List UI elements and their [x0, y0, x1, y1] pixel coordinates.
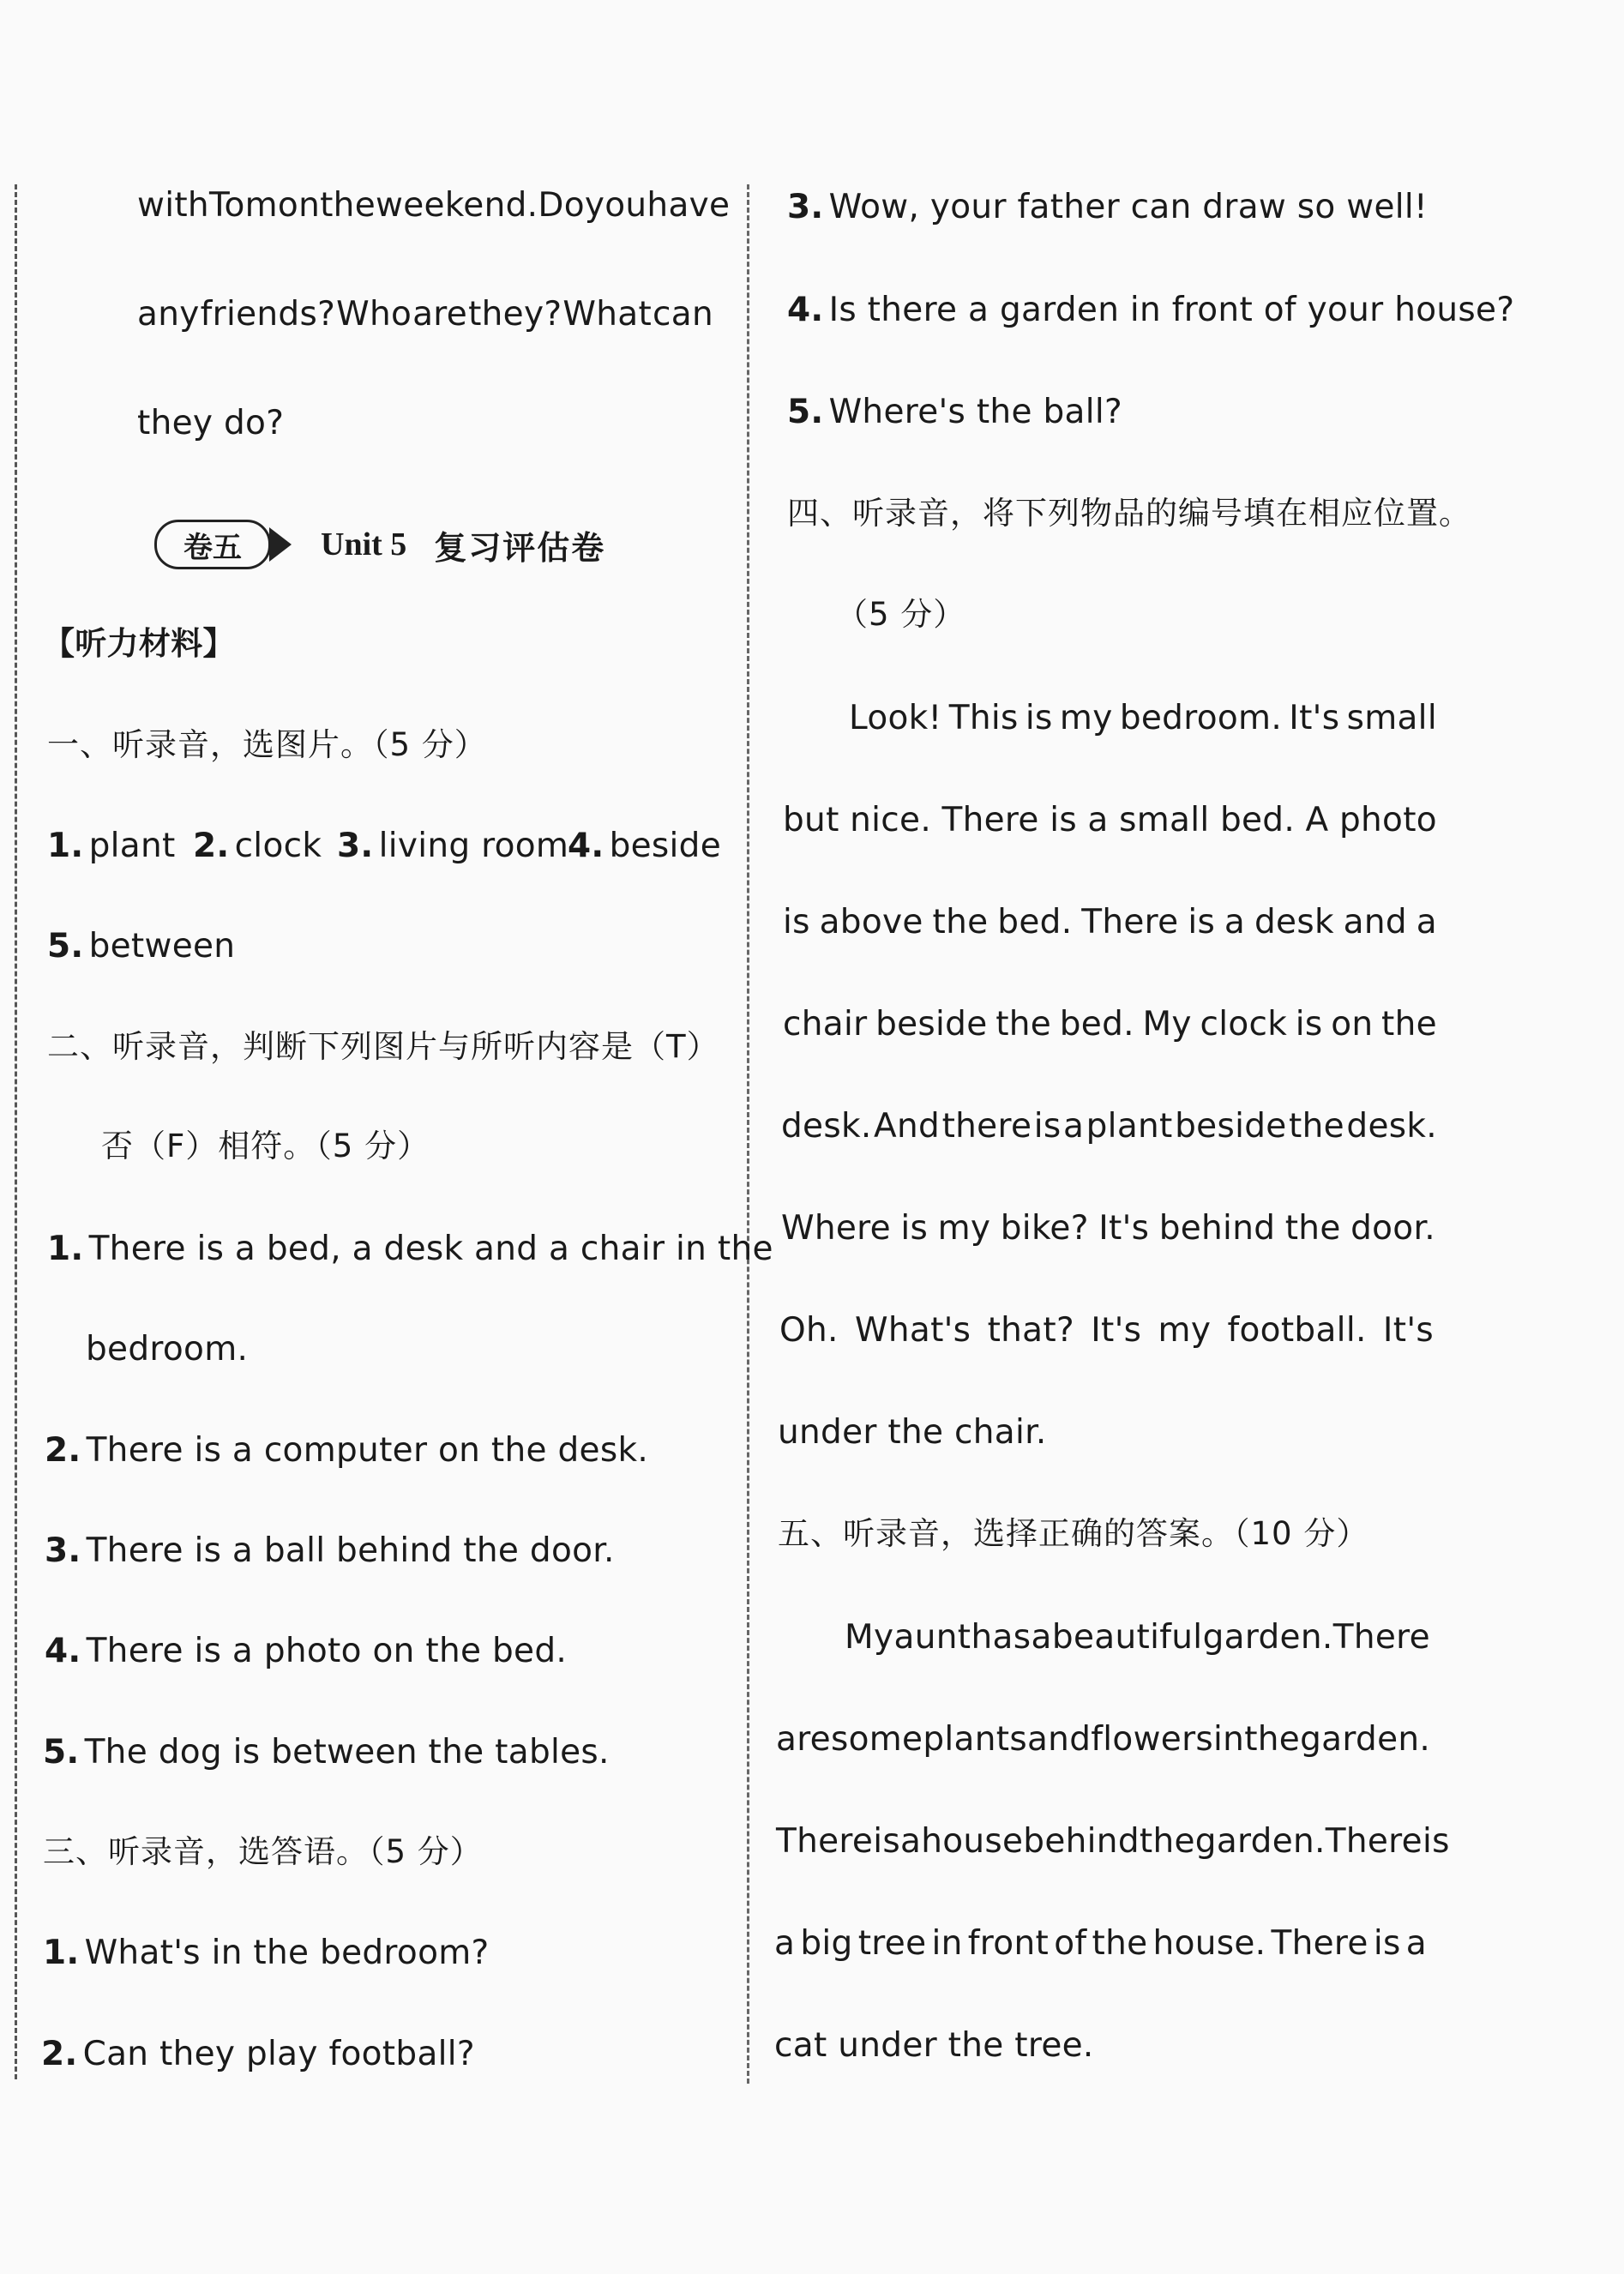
part2-title-line-1: 二、听录音，判断下列图片与所听内容是（T）	[47, 1028, 719, 1065]
part1-item-4: 4. beside	[568, 827, 722, 865]
part2-item-5: 5. The dog is between the tables.	[43, 1733, 610, 1772]
part1-title: 一、听录音，选图片。（5 分）	[47, 726, 487, 763]
part4-passage-line-8: under the chair.	[778, 1413, 1047, 1452]
part4-passage-line-5: desk. And there is a plant beside the desk.	[781, 1107, 1437, 1146]
left-binding-line	[15, 184, 17, 2079]
part1-item-1: 1. plant	[47, 827, 176, 865]
part4-passage-line-6: Where is my bike? It's behind the door.	[781, 1209, 1435, 1248]
unit-label: Unit 5	[321, 526, 407, 562]
unit-heading	[154, 519, 605, 570]
part5-passage-line-4: a big tree in front of the house. There is a	[774, 1924, 1427, 1963]
part3-item-5: 5. Where's the ball?	[787, 393, 1122, 431]
part3-item-3: 3. Wow, your father can draw so well!	[787, 188, 1428, 226]
paper-badge: 卷五	[154, 520, 271, 569]
part1-item-2: 2. clock	[193, 827, 322, 865]
part3-item-1: 1. What's in the bedroom?	[43, 1934, 490, 1972]
part4-passage-line-4: chair beside the bed. My clock is on the	[783, 1005, 1437, 1044]
badge-arrow-icon	[269, 527, 292, 562]
part2-item-3: 3. There is a ball behind the door.	[45, 1531, 615, 1570]
part4-title-line-1: 四、听录音，将下列物品的编号填在相应位置。	[787, 495, 1471, 532]
part3-title: 三、听录音，选答语。（5 分）	[43, 1833, 483, 1870]
part2-item-4: 4. There is a photo on the bed.	[45, 1632, 568, 1670]
part1-item-3: 3. living room	[337, 827, 569, 865]
part4-passage-line-3: is above the bed. There is a desk and a	[783, 903, 1437, 941]
unit-title: 复习评估卷	[434, 527, 606, 567]
intro-line-3: they do?	[137, 404, 285, 442]
part2-item-2: 2. There is a computer on the desk.	[45, 1431, 649, 1470]
materials-label: 【听力材料】	[43, 625, 235, 662]
part4-passage-line-2: but nice. There is a small bed. A photo	[783, 801, 1437, 839]
part2-title-line-2: 否（F）相符。（5 分）	[101, 1128, 430, 1164]
part5-title: 五、听录音，选择正确的答案。（10 分）	[778, 1515, 1369, 1552]
part1-item-5: 5. between	[47, 927, 236, 966]
intro-line-1: with Tom on the weekend. Do you have	[137, 186, 731, 225]
part4-title-line-2: （5 分）	[836, 596, 966, 633]
intro-line-2: any friends? Who are they? What can	[137, 295, 713, 334]
part5-passage-line-3: There is a house behind the garden. There is	[776, 1822, 1450, 1861]
part4-passage-line-7: Oh. What's that? It's my football. It's	[779, 1311, 1434, 1350]
part5-passage-line-1: My aunt has a beautiful garden. There	[845, 1618, 1430, 1657]
part3-item-4: 4. Is there a garden in front of your house?	[787, 291, 1515, 329]
column-divider	[747, 184, 749, 2084]
part2-item-1-cont: bedroom.	[86, 1330, 249, 1369]
part3-item-2: 2. Can they play football?	[41, 2035, 475, 2073]
part5-passage-line-2: are some plants and flowers in the garden.	[776, 1720, 1431, 1759]
part4-passage-line-1: Look! This is my bedroom. It's small	[849, 699, 1437, 737]
part2-item-1: 1. There is a bed, a desk and a chair in the	[47, 1230, 773, 1268]
part5-passage-line-5: cat under the tree.	[774, 2026, 1094, 2065]
